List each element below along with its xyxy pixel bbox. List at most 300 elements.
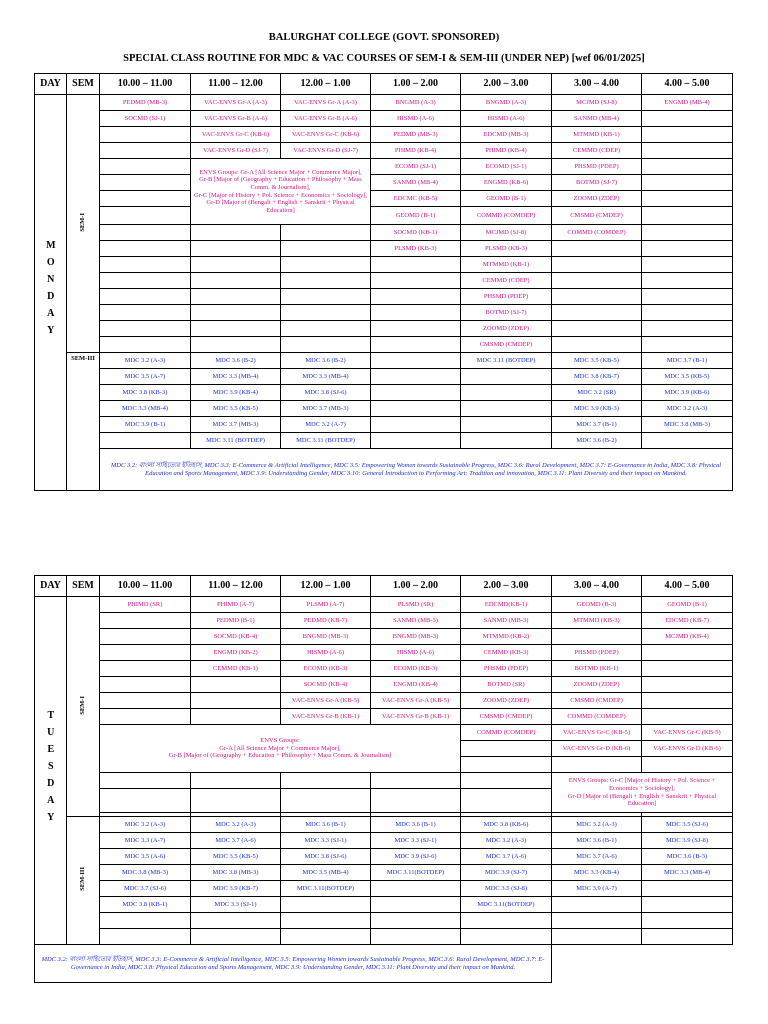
cell: MDC 3.11(BOTDEP)	[371, 865, 461, 881]
envs-groups-note	[191, 159, 371, 225]
cell: MDC 3.3 (A-7)	[100, 833, 191, 849]
table-row	[35, 95, 733, 111]
course-legend-note: MDC 3.2: বাংলা সাহিত্যের ইতিহাস, MDC 3.3: E-Commerce & Artificial Intelligence, MDC 3.5: Empowering Women towards Sustainable Progress, MDC 3.6: Rural Development, MDC 3.7: E-Governance in India, MDC 3.8: Physical Education and Sports Management, MDC 3.9: Understanding Gender, MDC 3.11: Plant Diversity and their impact on Mankind.	[35, 945, 552, 983]
cell: MDC 3.8 (MB-3)	[100, 865, 191, 881]
cell: SOCMD (KB-1)	[371, 225, 461, 241]
cell	[642, 677, 733, 693]
envs-groups-note-2	[552, 773, 733, 813]
cell: VAC-ENVS Gr-D (SJ-7)	[281, 143, 371, 159]
cell	[100, 175, 191, 191]
cell: MDC 3.9 (A-7)	[552, 881, 642, 897]
cell: MDC 3.6 (B-1)	[281, 817, 371, 833]
cell	[100, 645, 191, 661]
cell: MDC 3.7 (MB-3)	[281, 401, 371, 417]
cell: MDC 3.7 (MB-3)	[191, 417, 281, 433]
cell	[191, 225, 281, 241]
cell	[371, 881, 461, 897]
cell	[100, 693, 191, 709]
cell: COMMD (COMDEP)	[552, 225, 642, 241]
cell	[191, 677, 281, 693]
cell: PHSMD (PDEP)	[552, 645, 642, 661]
cell: MDC 3.8 (SJ-6)	[281, 385, 371, 401]
cell	[191, 773, 281, 789]
cell	[642, 273, 733, 289]
envs-group-heading: ENVS Groups:	[260, 737, 300, 745]
table-row	[35, 929, 733, 945]
cell: EDCMD (MB-3)	[461, 127, 552, 143]
cell	[281, 897, 371, 913]
cell: VAC-ENVS Gr-B (A-6)	[191, 111, 281, 127]
cell: MDC 3.9 (B-1)	[100, 417, 191, 433]
cell: MDC 3.5 (A-7)	[100, 369, 191, 385]
cell: VAC-ENVS Gr-B (A-6)	[281, 111, 371, 127]
cell: ECOMD (KB-3)	[281, 661, 371, 677]
cell: MDC 3.11 (BOTDEP)	[281, 433, 371, 449]
cell: SANMD (MB-3)	[371, 613, 461, 629]
col-day: DAY	[35, 74, 67, 95]
cell: VAC-ENVS Gr-A (KB-5)	[281, 693, 371, 709]
cell: MDC 3.8 (KB-3)	[100, 385, 191, 401]
cell	[191, 789, 281, 813]
table-row	[35, 677, 733, 693]
col-slot-1: 10.00 – 11.00	[100, 576, 191, 597]
table-row	[35, 175, 733, 191]
table-row	[35, 257, 733, 273]
cell	[552, 273, 642, 289]
cell: COMMD (COMDEP)	[461, 207, 552, 225]
table-row	[35, 417, 733, 433]
cell	[281, 225, 371, 241]
cell: GEOMD (B-3)	[552, 597, 642, 613]
envs-group-c: ENVS Groups: Gr-C [Major of History + Pol. Science + Economics + Sociology],	[568, 777, 716, 792]
table-row	[35, 597, 733, 613]
cell: MDC 3.2 (A-3)	[461, 833, 552, 849]
cell: CEMMD (KB-1)	[191, 661, 281, 677]
cell: SOCMD (KB-4)	[191, 629, 281, 645]
cell: GEOMD (B-1)	[642, 597, 733, 613]
cell: EDCMD (KB-7)	[642, 613, 733, 629]
cell: MDC 3.6 (B-1)	[371, 817, 461, 833]
cell: MDC 3.3 (SJ-1)	[281, 833, 371, 849]
table-row	[35, 773, 733, 789]
cell: ENGMD (MB-4)	[642, 95, 733, 111]
table-row	[35, 865, 733, 881]
col-slot-6: 3.00 – 4.00	[552, 74, 642, 95]
cell: ENGMD (KB-2)	[191, 645, 281, 661]
cell: VAC-ENVS Gr-D (KB-6)	[552, 741, 642, 757]
cell: MDC 3.9 (KB-3)	[552, 401, 642, 417]
cell: GEOMD (B-1)	[461, 191, 552, 207]
cell: ECOMD (SJ-1)	[371, 159, 461, 175]
col-slot-6: 3.00 – 4.00	[552, 576, 642, 597]
cell	[100, 127, 191, 143]
table-row	[35, 401, 733, 417]
cell	[191, 273, 281, 289]
cell	[191, 337, 281, 353]
cell: MDC 3.8 (MB-3)	[642, 417, 733, 433]
cell	[642, 337, 733, 353]
cell: MDC 3.8 (MB-3)	[191, 865, 281, 881]
cell: PEDMD (B-1)	[191, 613, 281, 629]
table-row	[35, 241, 733, 257]
cell	[552, 629, 642, 645]
day-label: MONDAY	[35, 95, 67, 491]
cell: MTMMD (KB-1)	[461, 257, 552, 273]
cell: BNGMD (A-3)	[461, 95, 552, 111]
cell: PHIMD (KB-4)	[371, 143, 461, 159]
cell	[642, 289, 733, 305]
cell	[371, 773, 461, 789]
cell	[191, 321, 281, 337]
cell	[100, 709, 191, 725]
cell: MDC 3.6 (B-2)	[191, 353, 281, 369]
cell: MTMMD (KB-2)	[461, 629, 552, 645]
cell	[552, 897, 642, 913]
cell: MDC 3.9 (KB-4)	[191, 385, 281, 401]
table-row	[35, 817, 733, 833]
table-row	[35, 305, 733, 321]
cell: ECOMD (SJ-1)	[461, 159, 552, 175]
col-slot-2: 11.00 – 12.00	[191, 576, 281, 597]
cell	[642, 241, 733, 257]
cell	[552, 757, 642, 773]
cell	[371, 897, 461, 913]
col-slot-4: 1.00 – 2.00	[371, 74, 461, 95]
cell: VAC-ENVS Gr-C (KB-5)	[642, 725, 733, 741]
cell: MDC 3.8 (SJ-6)	[281, 849, 371, 865]
table-row	[35, 111, 733, 127]
cell: MDC 3.3 (SJ-1)	[191, 897, 281, 913]
cell: CMSMD (CMDEP)	[461, 337, 552, 353]
cell: SANMD (MB-3)	[461, 613, 552, 629]
cell: EDCMC (KB-5)	[371, 191, 461, 207]
sem-label: SEM-III	[67, 817, 100, 945]
table-row	[35, 661, 733, 677]
cell	[100, 289, 191, 305]
cell: VAC-ENVS Gr-C (KB-6)	[281, 127, 371, 143]
table-row	[35, 709, 733, 725]
cell	[552, 257, 642, 273]
col-slot-5: 2.00 – 3.00	[461, 576, 552, 597]
cell	[281, 321, 371, 337]
cell: MDC 3.11 (BOTDEP)	[461, 353, 552, 369]
cell	[642, 757, 733, 773]
table-row	[35, 369, 733, 385]
cell	[100, 207, 191, 225]
cell: MDC 3.11(BOTDEP)	[461, 897, 552, 913]
cell: MDC 3.9 (KB-6)	[642, 385, 733, 401]
cell	[371, 321, 461, 337]
cell: BOTMD (SJ-7)	[552, 175, 642, 191]
table-row	[35, 449, 733, 491]
cell	[100, 143, 191, 159]
cell	[100, 913, 191, 929]
table-row	[35, 433, 733, 449]
cell: PEDMD (MB-3)	[371, 127, 461, 143]
cell	[552, 337, 642, 353]
cell: PEDMD (MB-3)	[100, 95, 191, 111]
cell: COMMD (COMDEP)	[552, 709, 642, 725]
table-row	[35, 629, 733, 645]
cell: MDC 3.5 (MB-4)	[281, 865, 371, 881]
cell: HISMD (A-6)	[371, 111, 461, 127]
day-label: TUESDAY	[35, 597, 67, 945]
cell	[461, 773, 552, 789]
cell	[371, 433, 461, 449]
cell	[642, 305, 733, 321]
cell	[281, 289, 371, 305]
cell: MDC 3.3 (MB-4)	[191, 369, 281, 385]
cell: MDC 3.7 (SJ-6)	[100, 881, 191, 897]
cell: MDC 3.2 (A-3)	[552, 817, 642, 833]
cell: GEOMD (B-1)	[371, 207, 461, 225]
cell	[191, 241, 281, 257]
table-row	[35, 613, 733, 629]
cell	[371, 289, 461, 305]
cell: BOTMD (KB-1)	[552, 661, 642, 677]
cell: PHSMD (PDEP)	[461, 661, 552, 677]
cell: PLSMD (A-7)	[281, 597, 371, 613]
envs-group-a: Gr-A [All Science Major + Commerce Major],	[219, 744, 341, 752]
cell: CMSMD (CMDEP)	[552, 693, 642, 709]
cell: PHSMD (PDEP)	[461, 289, 552, 305]
table-row	[35, 207, 733, 225]
cell	[191, 693, 281, 709]
cell: VAC-ENVS Gr-A (A-3)	[281, 95, 371, 111]
cell	[642, 225, 733, 241]
table-row	[35, 273, 733, 289]
col-slot-7: 4.00 – 5.00	[642, 576, 733, 597]
cell: PLSMD (KB-3)	[461, 241, 552, 257]
cell: VAC-ENVS Gr-D (KB-6)	[642, 741, 733, 757]
table-row	[35, 191, 733, 207]
cell: MDC 3.2 (A-7)	[281, 417, 371, 433]
table-row	[35, 693, 733, 709]
envs-group-b: Gr-B [Major of (Geography + Education + Philosophy + Mass Comm. & Journalism]	[168, 752, 392, 760]
cell: MDC 3.6 (B-2)	[281, 353, 371, 369]
cell	[191, 709, 281, 725]
cell	[100, 929, 191, 945]
cell	[371, 401, 461, 417]
cell	[642, 661, 733, 677]
table-row	[35, 321, 733, 337]
envs-group-c: Gr-C [Major of History + Pol. Science + Economics + Sociology],	[194, 191, 367, 199]
cell: BOTMD (SR)	[461, 677, 552, 693]
cell	[461, 417, 552, 433]
cell	[642, 159, 733, 175]
cell	[100, 661, 191, 677]
cell: ZOOMD (ZDEP)	[461, 321, 552, 337]
cell: SANMD (MB-4)	[371, 175, 461, 191]
cell: MDC 3.3 (SJ-1)	[371, 833, 461, 849]
table-row	[35, 945, 733, 983]
cell	[552, 305, 642, 321]
cell	[461, 789, 552, 813]
cell: MDC 3.5 (SJ-6)	[642, 817, 733, 833]
cell	[100, 613, 191, 629]
cell: VAC-ENVS Gr-A (KB-5)	[371, 693, 461, 709]
col-slot-7: 4.00 – 5.00	[642, 74, 733, 95]
cell: SANMD (MB-4)	[552, 111, 642, 127]
cell	[281, 337, 371, 353]
cell	[281, 789, 371, 813]
cell: PHIMD (KB-4)	[461, 143, 552, 159]
cell	[642, 321, 733, 337]
table-row	[35, 913, 733, 929]
envs-group-d: Gr-D [Major of (Bengali + English + Sanskrit + Physical Education]	[567, 792, 717, 808]
table-row	[35, 725, 733, 741]
col-slot-3: 12.00 – 1.00	[281, 576, 371, 597]
tuesday-routine-table	[34, 575, 733, 983]
course-legend-note: MDC 3.2: বাংলা সাহিত্যের ইতিহাস, MDC 3.3: E-Commerce & Artificial Intelligence, MDC 3.5: Empowering Women towards Sustainable Progress, MDC 3.6: Rural Development, MDC 3.7: E-Governance in India, MDC 3.8: Physical Education and Sports Management, MDC 3.9: Understanding Gender, MDC 3.10: General Introduction to Performing Art: Tradition and innovation, MDC 3.11: Plant Diversity and their impact on Mankind.	[100, 449, 733, 491]
cell	[461, 385, 552, 401]
cell	[371, 913, 461, 929]
cell: BNGMD (A-3)	[371, 95, 461, 111]
header-row	[35, 576, 733, 597]
cell: HISMD (A-6)	[281, 645, 371, 661]
cell	[191, 289, 281, 305]
cell	[642, 111, 733, 127]
cell: MDC 3.6 (B-3)	[642, 849, 733, 865]
cell	[642, 709, 733, 725]
cell	[642, 257, 733, 273]
table-row	[35, 849, 733, 865]
cell	[281, 929, 371, 945]
cell	[281, 273, 371, 289]
cell	[371, 305, 461, 321]
cell	[371, 385, 461, 401]
cell: SOCMD (SJ-1)	[100, 111, 191, 127]
cell	[100, 433, 191, 449]
cell: MDC 3.5 (KB-5)	[552, 353, 642, 369]
cell: PHIMD (SR)	[100, 597, 191, 613]
cell	[100, 789, 191, 813]
cell	[371, 273, 461, 289]
cell: CEMMD (KB-3)	[461, 645, 552, 661]
college-name: BALURGHAT COLLEGE (GOVT. SPONSORED)	[268, 32, 500, 43]
cell: MCJMD (KB-4)	[642, 629, 733, 645]
cell	[552, 929, 642, 945]
cell	[642, 897, 733, 913]
envs-group-b: Gr-B [Major of (Geography + Education + Philosophy + Mass Comm. & Journalism],	[199, 176, 362, 191]
cell	[642, 207, 733, 225]
cell: MDC 3.2 (A-3)	[100, 353, 191, 369]
cell: MDC 3.2 (A-3)	[100, 817, 191, 833]
cell: BNGMD (MB-3)	[281, 629, 371, 645]
col-sem: SEM	[67, 74, 100, 95]
cell	[642, 929, 733, 945]
cell: VAC-ENVS Gr-B (KB-1)	[281, 709, 371, 725]
cell: MDC 3.2 (SR)	[552, 385, 642, 401]
cell: MTMMD (KB-1)	[552, 127, 642, 143]
cell: MDC 3.8 (KB-6)	[461, 817, 552, 833]
cell: ZOOMD (ZDEP)	[461, 693, 552, 709]
cell	[100, 321, 191, 337]
cell: MDC 3.2 (A-3)	[191, 817, 281, 833]
envs-group-a: ENVS Groups: Gr-A [All Science Major + Commerce Major],	[199, 168, 362, 176]
cell: MDC 3.9 (SJ-8)	[642, 833, 733, 849]
cell	[642, 645, 733, 661]
col-day: DAY	[35, 576, 67, 597]
routine-subtitle: SPECIAL CLASS ROUTINE FOR MDC & VAC COURSES OF SEM-I & SEM-III (UNDER NEP) [wef 06/01/2025]	[123, 53, 645, 64]
cell: MDC 3.11(BOTDEP)	[281, 881, 371, 897]
cell	[642, 127, 733, 143]
cell: MDC 3.5 (KB-5)	[191, 849, 281, 865]
cell	[371, 337, 461, 353]
cell: BOTMD (SJ-7)	[461, 305, 552, 321]
col-sem: SEM	[67, 576, 100, 597]
cell: CMSMD (CMDEP)	[461, 709, 552, 725]
cell: MDC 3.7 (A-6)	[552, 849, 642, 865]
cell: MDC 3.6 (B-2)	[552, 433, 642, 449]
cell	[461, 433, 552, 449]
cell	[461, 757, 552, 773]
envs-group-d: Gr-D [Major of (Bengali + English + Sanskrit + Physical Education]	[206, 199, 355, 214]
cell: MDC 3.5 (KB-5)	[642, 369, 733, 385]
table-row	[35, 337, 733, 353]
cell	[461, 913, 552, 929]
cell	[371, 417, 461, 433]
cell	[371, 353, 461, 369]
cell: BNGMD (MB-3)	[371, 629, 461, 645]
cell: PHIMD (A-7)	[191, 597, 281, 613]
col-slot-1: 10.00 – 11.00	[100, 74, 191, 95]
cell: MDC 3.7 (B-1)	[552, 417, 642, 433]
cell	[642, 433, 733, 449]
cell	[281, 305, 371, 321]
cell: MDC 3.7 (B-1)	[642, 353, 733, 369]
cell: VAC-ENVS Gr-B (KB-1)	[371, 709, 461, 725]
table-row	[35, 353, 733, 369]
cell: ECOMD (KB-3)	[371, 661, 461, 677]
cell: EDCMD(KB-1)	[461, 597, 552, 613]
cell	[191, 257, 281, 273]
cell	[552, 321, 642, 337]
cell	[371, 929, 461, 945]
cell	[281, 913, 371, 929]
cell: MDC 3.3 (MB-4)	[281, 369, 371, 385]
cell	[100, 191, 191, 207]
cell: MDC 3.2 (A-3)	[642, 401, 733, 417]
cell	[281, 241, 371, 257]
cell	[281, 257, 371, 273]
cell	[100, 629, 191, 645]
cell	[100, 159, 191, 175]
cell: MDC 3.8 (KB-7)	[552, 369, 642, 385]
cell	[281, 773, 371, 789]
cell	[191, 929, 281, 945]
envs-groups-note	[100, 725, 461, 773]
cell	[191, 913, 281, 929]
cell	[552, 289, 642, 305]
cell	[191, 305, 281, 321]
cell	[552, 913, 642, 929]
monday-routine-table	[34, 73, 733, 491]
cell	[461, 369, 552, 385]
table-row	[35, 385, 733, 401]
cell	[100, 241, 191, 257]
col-slot-4: 1.00 – 2.00	[371, 576, 461, 597]
cell	[100, 225, 191, 241]
sem-label: SEM-I	[67, 597, 100, 817]
cell: HISMD (A-6)	[371, 645, 461, 661]
table-row	[35, 225, 733, 241]
sem-label: SEM-III	[67, 353, 100, 491]
col-slot-5: 2.00 – 3.00	[461, 74, 552, 95]
cell	[371, 369, 461, 385]
cell: MDC 3.3 (KB-4)	[552, 865, 642, 881]
cell	[100, 257, 191, 273]
